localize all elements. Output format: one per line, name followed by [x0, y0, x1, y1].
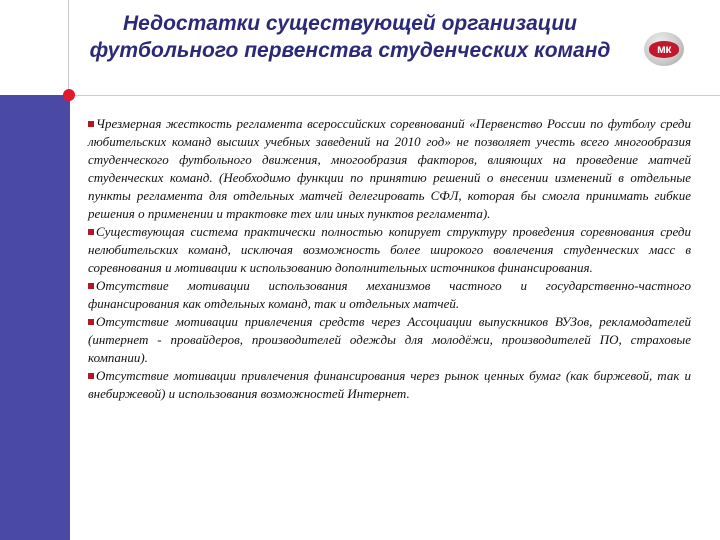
company-logo	[644, 32, 684, 66]
bullet-text-1: Чрезмерная жесткость регламента всероссийских соревнований «Первенство России по футболу среди любительских команд высших учебных заведений на 2010 год» не позволяет учесть всего многообразия студенческого футбольного движения, многообразия факторов, влияющих на проведение матчей студенческих команд. (Необходимо функции по принятию решений о внесении изменений в отдельные пункты регламента для отдельных матчей делегировать СФЛ, которая бы смогла принимать гибкие решения о применении и трактовке тех или иных пунктов регламента).	[88, 116, 691, 221]
bullet-square-icon	[88, 121, 94, 127]
bullet-item-5	[88, 367, 691, 403]
bullet-square-icon	[88, 229, 94, 235]
bullet-square-icon	[88, 319, 94, 325]
header-divider-vertical	[68, 0, 69, 95]
red-dot-ornament	[63, 89, 75, 101]
slide-body	[88, 115, 691, 403]
title-line-2: футбольного первенства студенческих команд	[89, 39, 611, 62]
slide-title	[80, 10, 620, 64]
bullet-text-5: Отсутствие мотивации привлечения финансирования через рынок ценных бумаг (как биржевой, так и внебиржевой) и использования возможностей Интернет.	[88, 368, 691, 401]
bullet-text-2: Существующая система практически полностью копирует структуру проведения соревнования среди нелюбительских команд, исключая возможность более широкого вовлечения студенческих масс в соревнования и мотивации к использованию дополнительных источников финансирования.	[88, 224, 691, 275]
bullet-text-3: Отсутствие мотивации использования механизмов частного и государственно-частного финансирования как отдельных команд, так и отдельных матчей.	[88, 278, 691, 311]
logo-text: мк	[649, 41, 679, 58]
bullet-square-icon	[88, 283, 94, 289]
bullet-item-2	[88, 223, 691, 277]
bullet-square-icon	[88, 373, 94, 379]
bullet-item-4	[88, 313, 691, 367]
bullet-item-3	[88, 277, 691, 313]
bullet-item-1	[88, 115, 691, 223]
title-line-1: Недостатки существующей организации	[123, 12, 577, 35]
bullet-text-4: Отсутствие мотивации привлечения средств через Ассоциации выпускников ВУЗов, рекламодателей (интернет - провайдеров, производителей одежды для молодёжи, производителей ПО, страховые компании).	[88, 314, 691, 365]
